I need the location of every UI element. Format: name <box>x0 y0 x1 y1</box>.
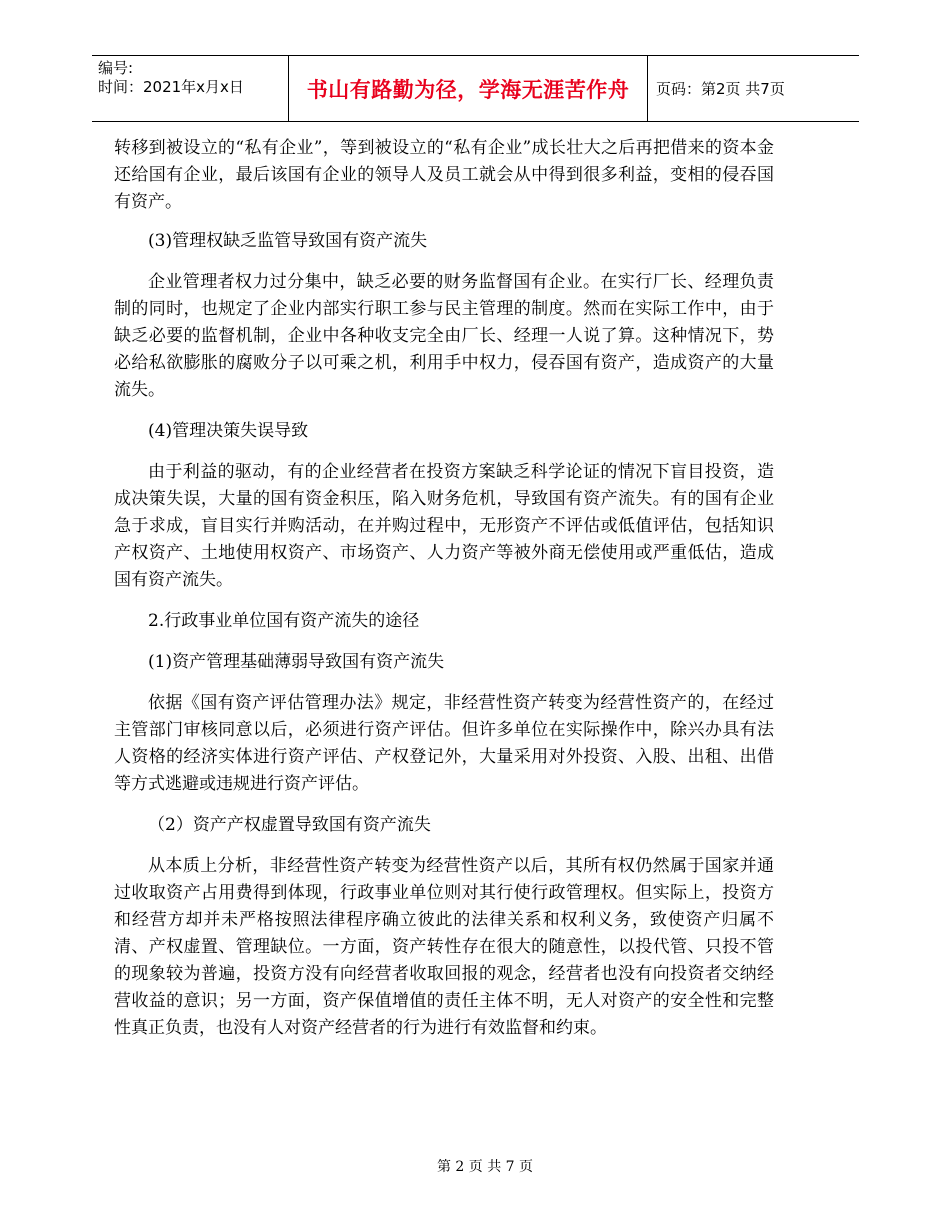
document-number-label: 编号: <box>98 59 134 77</box>
document-time-label: 时间：2021年x月x日 <box>98 78 244 96</box>
page-header <box>92 55 859 122</box>
paragraph: 由于利益的驱动，有的企业经营者在投资方案缺乏科学论证的情况下盲目投资，造成决策失误，大量的国有资金积压，陷入财务危机，导致国有资产流失。有的国有企业急于求成，盲目实行并购活动，在并购过程中，无形资产不评估或低值评估，包括知识产权资产、土地使用权资产、市场资产、人力资产等被外商无偿使用或严重低估，造成国有资产流失。 <box>114 462 774 590</box>
section-heading: 2.行政事业单位国有资产流失的途径 <box>148 611 420 631</box>
header-meta <box>98 56 288 121</box>
document-body <box>114 135 774 1042</box>
section-heading: （2）资产产权虚置导致国有资产流失 <box>148 815 431 835</box>
paragraph: 从本质上分析，非经营性资产转变为经营性资产以后，其所有权仍然属于国家并通过收取资产占用费得到体现，行政事业单位则对其行使行政管理权。但实际上，投资方和经营方却并未严格按照法律程序确立彼此的法律关系和权利义务，致使资产归属不清、产权虚置、管理缺位。一方面，资产转性存在很大的随意性，以投代管、只投不管的现象较为普遍，投资方没有向经营者收取回报的观念，经营者也没有向投资者交纳经营收益的意识；另一方面，资产保值增值的责任主体不明，无人对资产的安全性和完整性真正负责，也没有人对资产经营者的行为进行有效监督和约束。 <box>114 856 774 1038</box>
paragraph: 转移到被设立的“私有企业”，等到被设立的“私有企业”成长壮大之后再把借来的资本金还给国有企业，最后该国有企业的领导人及员工就会从中得到很多利益，变相的侵吞国有资产。 <box>114 138 774 212</box>
header-page-info: 页码：第2页 共7页 <box>656 80 785 98</box>
header-motto: 书山有路勤为径，学海无涯苦作舟 <box>288 56 648 121</box>
section-heading: (1)资产管理基础薄弱导致国有资产流失 <box>148 652 445 672</box>
page-footer: 第 2 页 共 7 页 <box>436 1159 534 1175</box>
paragraph: 企业管理者权力过分集中，缺乏必要的财务监督国有企业。在实行厂长、经理负责制的同时，也规定了企业内部实行职工参与民主管理的制度。然而在实际工作中，由于缺乏必要的监督机制，企业中各种收支完全由厂长、经理一人说了算。这种情况下，势必给私欲膨胀的腐败分子以可乘之机，利用手中权力，侵吞国有资产，造成资产的大量流失。 <box>114 272 774 400</box>
section-heading: (3)管理权缺乏监管导致国有资产流失 <box>148 231 428 251</box>
section-heading: (4)管理决策失误导致 <box>148 421 309 441</box>
paragraph: 依据《国有资产评估管理办法》规定，非经营性资产转变为经营性资产的，在经过主管部门审核同意以后，必须进行资产评估。但许多单位在实际操作中，除兴办具有法人资格的经济实体进行资产评估、产权登记外，大量采用对外投资、入股、出租、出借等方式逃避或违规进行资产评估。 <box>114 693 774 794</box>
